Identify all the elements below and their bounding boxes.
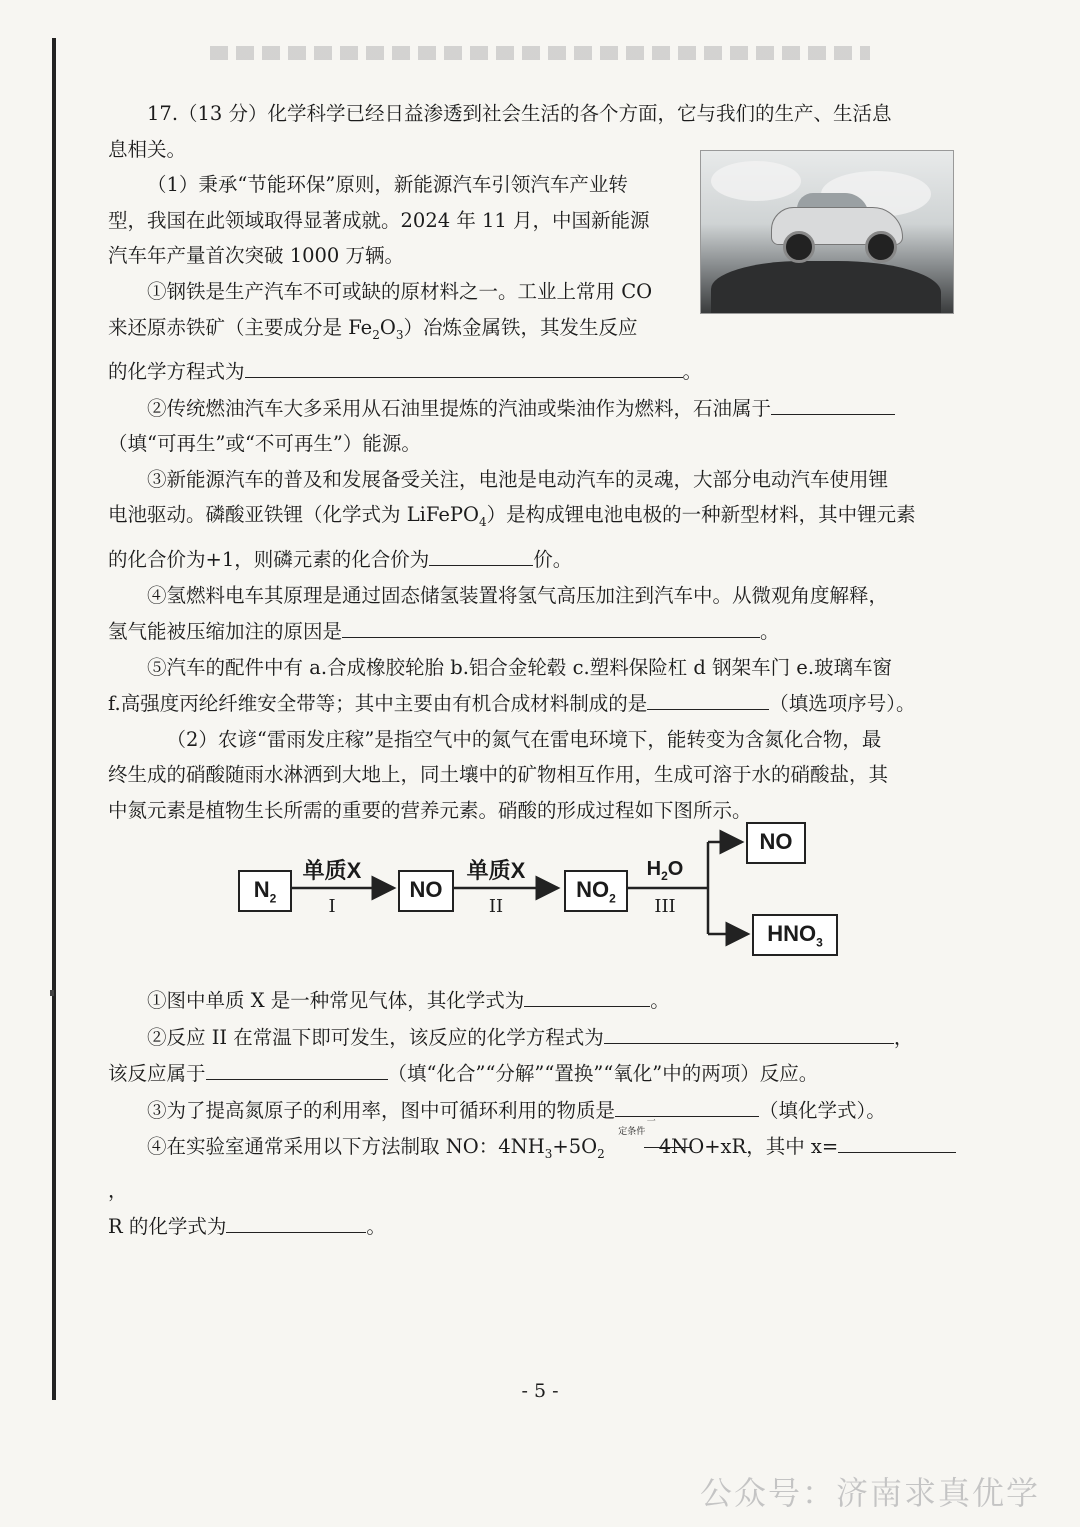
part1-q1-line: ①钢铁是生产汽车不可或缺的原材料之一。工业上常用 CO bbox=[147, 279, 653, 303]
part2-intro-line: 终生成的硝酸随雨水淋洒到大地上，同土壤中的矿物相互作用，生成可溶于水的硝酸盐，其 bbox=[108, 763, 889, 787]
subscript: 3 bbox=[395, 327, 404, 342]
part2-intro-line: 中氮元素是植物生长所需的重要的营养元素。硝酸的形成过程如下图所示。 bbox=[108, 799, 752, 823]
part1-intro-line: （1）秉承“节能环保”原则，新能源汽车引领汽车产业转 bbox=[147, 173, 628, 197]
part1-q3-line bbox=[108, 541, 970, 578]
text: 。 bbox=[366, 1215, 386, 1239]
part2-q1-line bbox=[108, 982, 970, 1019]
step1-label: 单质X bbox=[302, 858, 362, 883]
text: N bbox=[253, 877, 270, 902]
text: O bbox=[379, 315, 396, 339]
part2-q2-line bbox=[108, 1019, 970, 1056]
part1-q1-answer-line bbox=[108, 353, 970, 390]
step1-number: I bbox=[328, 896, 336, 917]
no-output-box bbox=[746, 822, 806, 864]
text: 的化合价为+1，则磷元素的化合价为 bbox=[108, 547, 430, 571]
no-box bbox=[398, 870, 454, 912]
subscript: 3 bbox=[816, 935, 823, 950]
subscript: 2 bbox=[269, 891, 277, 906]
subscript: 2 bbox=[661, 869, 668, 883]
answer-blank[interactable] bbox=[226, 1208, 366, 1233]
part1-intro-line: 型，我国在此领域取得显著成就。2024 年 11 月，中国新能源 bbox=[108, 208, 650, 232]
part1-q5-line: ⑤汽车的配件中有 a.合成橡胶轮胎 b.铝合金轮毂 c.塑料保险杠 d 钢架车门 e.玻璃车窗 bbox=[147, 655, 893, 679]
intro-text: 化学科学已经日益渗透到社会生活的各个方面，它与我们的生产、生活息 bbox=[267, 102, 892, 125]
answer-blank[interactable] bbox=[429, 541, 533, 566]
part2-q3-line bbox=[108, 1092, 970, 1129]
text: R 的化学式为 bbox=[108, 1215, 227, 1239]
text: ）是构成锂电池电极的一种新型材料，其中锂元素 bbox=[486, 503, 916, 527]
text: f.高强度丙纶纤维安全带等；其中主要由有机合成材料制成的是 bbox=[108, 692, 648, 716]
text: 来还原赤铁矿（主要成分是 Fe bbox=[108, 315, 373, 339]
text: 。 bbox=[760, 620, 780, 644]
subscript: 4 bbox=[479, 515, 487, 530]
part1-q3-line: ③新能源汽车的普及和发展备受关注，电池是电动汽车的灵魂，大部分电动汽车使用锂 bbox=[147, 467, 889, 491]
text: ， bbox=[108, 1178, 128, 1202]
text: ②传统燃油汽车大多采用从石油里提炼的汽油或柴油作为燃料，石油属于 bbox=[147, 396, 772, 420]
part1-q2-line: （填“可再生”或“不可再生”）能源。 bbox=[108, 432, 421, 456]
subscript: 2 bbox=[609, 891, 616, 906]
text: 价。 bbox=[533, 547, 573, 571]
part1-q4-line bbox=[108, 613, 970, 650]
part2-q4-line bbox=[108, 1208, 970, 1245]
subscript: 3 bbox=[544, 1147, 553, 1162]
answer-blank[interactable] bbox=[524, 982, 650, 1007]
text: NO bbox=[576, 877, 610, 902]
text: ③为了提高氮原子的利用率，图中可循环利用的物质是 bbox=[147, 1098, 616, 1122]
part2-intro-line: （2）农谚“雷雨发庄稼”是指空气中的氮气在雷电环境下，能转变为含氮化合物，最 bbox=[166, 727, 882, 751]
part1-q5-line bbox=[108, 685, 970, 722]
part1-q3-line bbox=[108, 497, 970, 540]
answer-blank[interactable] bbox=[342, 613, 760, 638]
part1-q4-line: ④氢燃料电车其原理是通过固态储氢装置将氢气高压加注到汽车中。从微观角度解释， bbox=[147, 583, 889, 607]
part2-questions bbox=[108, 982, 970, 1245]
text: HNO bbox=[767, 921, 817, 946]
n2-box bbox=[238, 870, 292, 912]
text: 。 bbox=[682, 360, 703, 384]
text: 4NO+xR，其中 x= bbox=[658, 1135, 839, 1159]
reaction-condition: 一定条件 bbox=[618, 1117, 656, 1138]
no2-box bbox=[564, 870, 628, 912]
text: H bbox=[646, 858, 662, 880]
text: NO bbox=[759, 829, 793, 854]
text: 氢气能被压缩加注的原因是 bbox=[108, 620, 343, 644]
answer-blank[interactable] bbox=[245, 353, 683, 378]
text: ②反应 II 在常温下即可发生，该反应的化学方程式为 bbox=[147, 1025, 604, 1049]
part1-q2-line bbox=[108, 390, 970, 427]
answer-blank[interactable] bbox=[206, 1055, 388, 1080]
text: ①图中单质 X 是一种常见气体，其化学式为 bbox=[147, 989, 525, 1012]
answer-blank[interactable] bbox=[615, 1092, 759, 1117]
text: （填化学式）。 bbox=[759, 1098, 886, 1122]
hno3-box bbox=[752, 914, 838, 956]
reaction-arrow bbox=[605, 1117, 659, 1165]
text: ）冶炼金属铁，其发生反应 bbox=[403, 315, 638, 339]
text: +5O bbox=[552, 1135, 598, 1159]
text: （填“化合”“分解”“置换”“氧化”中的两项）反应。 bbox=[387, 1062, 819, 1086]
question-score: （13 分） bbox=[178, 102, 268, 125]
subscript: 2 bbox=[597, 1147, 605, 1162]
equals-line bbox=[644, 1147, 692, 1148]
text: 电池驱动。磷酸亚铁锂（化学式为 LiFePO bbox=[108, 503, 479, 527]
answer-blank[interactable] bbox=[647, 685, 769, 710]
margin-mark bbox=[50, 990, 54, 996]
nitric-acid-flow-diagram bbox=[236, 818, 856, 968]
question-intro bbox=[108, 96, 970, 132]
text: ， bbox=[893, 1025, 914, 1049]
answer-blank[interactable] bbox=[604, 1019, 894, 1044]
page-number: - 5 - bbox=[521, 1380, 559, 1402]
text: （填选项序号）。 bbox=[769, 692, 916, 716]
part2-q4-line bbox=[108, 1117, 970, 1208]
watermark: 公众号：济南求真优学 bbox=[699, 1474, 1040, 1512]
text: NO bbox=[409, 877, 443, 902]
step2-label: 单质X bbox=[466, 858, 526, 883]
question-number: 17. bbox=[147, 102, 179, 125]
step3-label bbox=[632, 858, 698, 883]
answer-blank[interactable] bbox=[771, 390, 895, 415]
part1-intro-line: 汽车年产量首次突破 1000 万辆。 bbox=[108, 244, 405, 268]
part1-block bbox=[108, 167, 688, 353]
step3-number: III bbox=[654, 896, 676, 917]
answer-blank[interactable] bbox=[838, 1128, 956, 1153]
question-17 bbox=[108, 96, 970, 829]
header-smudge bbox=[210, 46, 870, 60]
text: 该反应属于 bbox=[108, 1062, 206, 1086]
part1-q1-line bbox=[108, 310, 688, 353]
text: 。 bbox=[650, 989, 670, 1012]
text: ④在实验室通常采用以下方法制取 NO：4NH bbox=[147, 1135, 545, 1159]
subscript: 2 bbox=[372, 327, 380, 342]
part2-q2-line bbox=[108, 1055, 970, 1092]
text: O bbox=[667, 858, 684, 880]
binding-line bbox=[52, 38, 56, 1400]
step2-number: II bbox=[488, 896, 504, 917]
text: 的化学方程式为 bbox=[108, 360, 245, 384]
intro-text-cont: 息相关。 bbox=[108, 137, 187, 161]
